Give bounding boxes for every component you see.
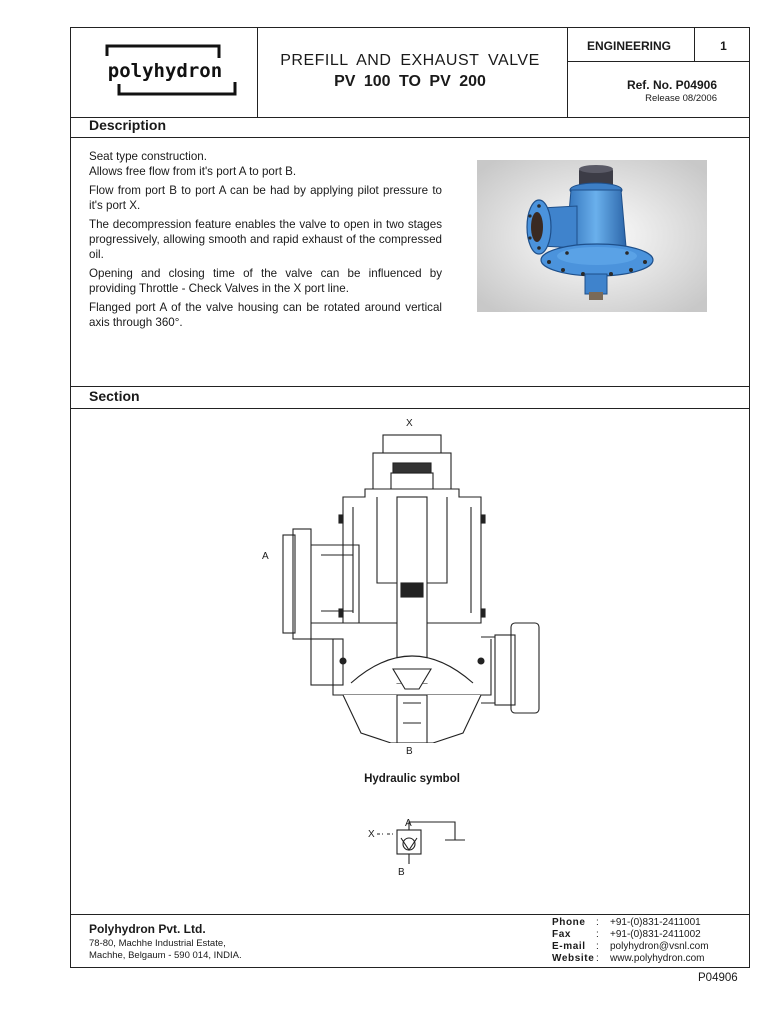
section-top-rule: [71, 386, 749, 387]
header-divider: [567, 61, 749, 62]
product-range: PV 100 TO PV 200: [334, 73, 486, 90]
symbol-a-label: A: [405, 818, 412, 829]
contact-website: Website : www.polyhydron.com: [552, 953, 705, 964]
contact-fax: Fax : +91-(0)831-2411002: [552, 929, 701, 940]
datasheet-frame: [70, 27, 750, 968]
contact-phone: Phone : +91-(0)831-2411001: [552, 917, 701, 928]
document-number: P04906: [698, 972, 738, 984]
hydraulic-symbol-heading: Hydraulic symbol: [364, 773, 460, 785]
section-rule: [71, 408, 749, 409]
section-heading: Section: [89, 388, 140, 404]
description-paragraph: Opening and closing time of the valve can be influenced by providing Throttle - Check Valves in the X port line.: [89, 267, 442, 295]
contact-value: +91-(0)831-2411002: [610, 929, 701, 940]
contact-key: Fax: [552, 929, 572, 940]
description-paragraph: Seat type construction.: [89, 150, 207, 163]
page-number: 1: [720, 39, 727, 53]
header-bottom-rule: [71, 117, 749, 118]
description-text: [89, 149, 442, 334]
contact-key: E-mail: [552, 941, 586, 952]
valve-photo: [477, 160, 707, 312]
description-paragraph: The decompression feature enables the valve to open in two stages progressively, allowing smooth and rapid exhaust of the compressed oil.: [89, 218, 442, 261]
description-rule: [71, 137, 749, 138]
description-paragraph: Flanged port A of the valve housing can be rotated around vertical axis through 360°.: [89, 301, 442, 329]
footer-rule: [71, 914, 749, 915]
header-divider: [567, 28, 568, 117]
contact-email: E-mail : polyhydron@vsnl.com: [552, 941, 709, 952]
port-b-label: B: [406, 746, 413, 757]
release-date: Release 08/2006: [645, 93, 717, 104]
symbol-x-label: X: [368, 829, 375, 840]
product-title: PREFILL AND EXHAUST VALVE: [280, 52, 540, 69]
contact-key: Phone: [552, 917, 586, 928]
port-x-label: X: [406, 418, 413, 429]
description-heading: Description: [89, 117, 167, 133]
polyhydron-logo: [85, 40, 245, 100]
logo-wordmark: polyhydron: [107, 60, 223, 82]
contact-value: www.polyhydron.com: [610, 953, 705, 964]
contact-value: +91-(0)831-2411001: [610, 917, 701, 928]
description-paragraph: Allows free flow from it's port A to port B.: [89, 165, 297, 178]
reference-number: Ref. No. P04906: [626, 78, 717, 92]
symbol-b-label: B: [398, 867, 405, 878]
hydraulic-symbol: [377, 814, 467, 870]
company-name: Polyhydron Pvt. Ltd.: [89, 922, 206, 936]
contact-key: Website: [552, 953, 595, 964]
contact-value: polyhydron@vsnl.com: [610, 941, 709, 952]
section-drawing: [281, 433, 541, 743]
company-address: 78-80, Machhe Industrial Estate,: [89, 938, 226, 949]
category-label: ENGINEERING: [586, 39, 671, 53]
header-divider: [694, 28, 695, 61]
company-address: Machhe, Belgaum - 590 014, INDIA.: [89, 950, 242, 961]
description-paragraph: Flow from port B to port A can be had by applying pilot pressure to it's port X.: [89, 184, 442, 212]
port-a-label: A: [262, 551, 269, 562]
